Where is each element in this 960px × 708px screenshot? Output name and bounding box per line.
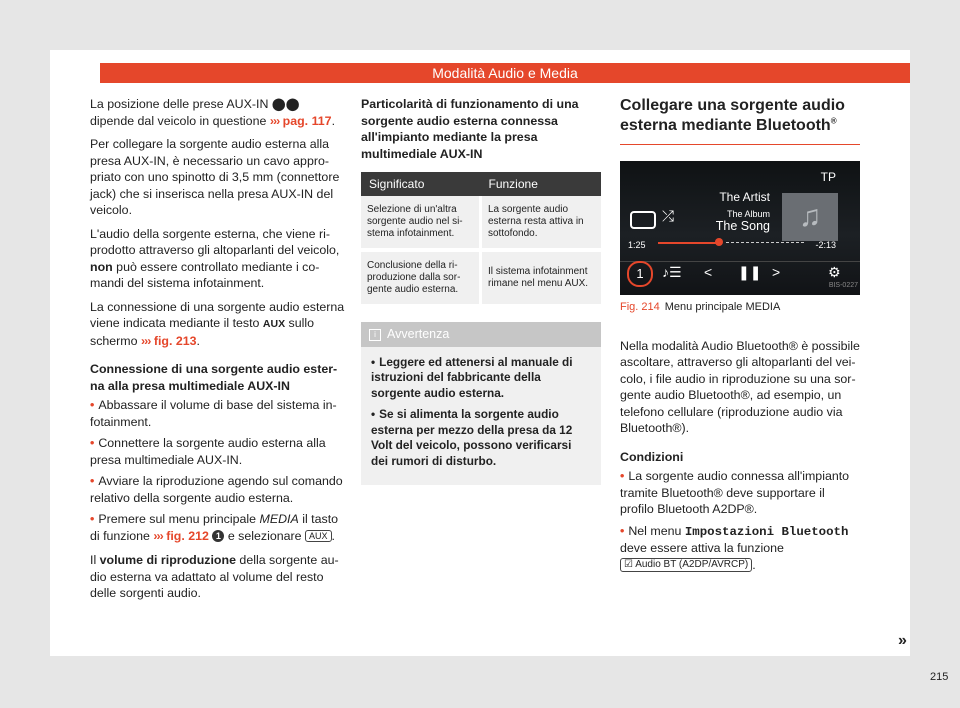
function-table	[361, 172, 601, 308]
subheading-connect: Connessione di una sorgente audio esterna alla presa multimediale AUX-IN	[90, 362, 338, 393]
table-cell: Selezione di un'altra sorgente audio nel sistema infotainment.	[361, 196, 481, 250]
tp-indicator: TP	[820, 170, 836, 184]
artist-label: The Artist	[719, 190, 770, 204]
section-title-bluetooth: Collegare una sorgente audio esterna mediante Bluetooth®	[620, 96, 860, 145]
table-header: Significato	[361, 172, 481, 196]
table-cell: La sorgente audio esterna resta attiva in sottofondo.	[481, 196, 602, 250]
continue-mark: »	[898, 632, 907, 649]
callout-number: 1	[627, 261, 653, 287]
repeat-icon	[630, 211, 656, 229]
bullet-icon: •	[90, 474, 95, 488]
column-right	[620, 96, 860, 578]
figure-link[interactable]: fig. 213	[153, 333, 197, 348]
table-row	[361, 250, 601, 306]
paragraph-volume-control: L'audio della sorgente esterna, che viene riprodotto attraverso gli altoparlanti del veicolo, non può essere controllato mediante i comandi del sistema infotainment.	[90, 226, 340, 290]
settings-icon: ⚙	[828, 264, 841, 280]
table-cell: Il sistema infotainment rimane nel menu AUX.	[481, 250, 602, 306]
media-screen-figure	[620, 161, 860, 295]
warning-box	[361, 322, 601, 485]
ref-arrow: ›››	[269, 113, 280, 128]
column-left	[90, 96, 346, 609]
list-item: • Se si alimenta la sorgente audio esterna per mezzo della presa da 12 Volt del veicolo, possono verificarsi dei rumori di disturbo.	[371, 407, 573, 468]
figure-caption: Fig. 214 Menu principale MEDIA	[620, 301, 781, 313]
previous-icon: <	[704, 264, 713, 280]
bullet-icon: •	[90, 436, 95, 450]
progress-bar-remaining	[726, 242, 804, 243]
bullet-icon: •	[371, 407, 376, 421]
warning-body	[361, 347, 601, 486]
song-label: The Song	[715, 219, 770, 233]
paragraph-playback-volume: Il volume di riproduzione della sorgente audio esterna va adattato al volume del resto delle sorgenti audio.	[90, 553, 339, 600]
function-badge: ☑ Audio BT (A2DP/AVRCP)	[620, 558, 752, 572]
progress-bar-played	[658, 242, 716, 244]
checkbox-icon: ☑	[624, 559, 633, 571]
column-middle	[361, 96, 601, 485]
paragraph-aux-position: La posizione delle prese AUX-IN ⬤⬤ dipende dal veicolo in questione ››› pag. 117.	[90, 97, 336, 128]
time-elapsed: 1:25	[628, 240, 646, 250]
progress-knob	[715, 238, 723, 246]
info-icon: i	[369, 329, 381, 341]
table-cell: Conclusione della riproduzione dalla sorgente audio esterna.	[361, 250, 481, 306]
table-row	[361, 196, 601, 250]
shuffle-icon: ⤮	[662, 208, 675, 225]
subheading-conditions: Condizioni	[620, 449, 684, 464]
paragraph-bluetooth-mode: Nella modalità Audio Bluetooth® è possibile ascoltare, attraverso gli altoparlanti del veicolo, i file audio in riproduzione su una sorgente audio Bluetooth®, ad esempio, un telefono cellulare (riproduzione audio via Bluetooth®).	[620, 338, 860, 435]
section-header: Modalità Audio e Media	[100, 63, 910, 83]
menu-name: Impostazioni Bluetooth	[684, 524, 849, 539]
list-item: • La sorgente audio connessa all'impianto tramite Bluetooth® deve supportare il profilo Bluetooth A2DP®.	[620, 469, 850, 516]
aux-jack-icon: ⬤⬤	[271, 97, 300, 111]
bullet-icon: •	[620, 469, 625, 483]
table-header: Funzione	[481, 172, 602, 196]
bullet-icon: •	[90, 512, 95, 526]
list-item: • Connettere la sorgente audio esterna alla presa multimediale AUX-IN.	[90, 436, 326, 467]
figure-code: BIS-0227	[828, 281, 858, 289]
figure-link[interactable]: fig. 212	[166, 528, 209, 543]
list-item: • Leggere ed attenersi al manuale di istruzioni del fabbricante della sorgente audio esterna.	[371, 354, 573, 400]
page-link[interactable]: pag. 117	[282, 113, 332, 128]
bullet-icon: •	[620, 523, 625, 538]
playlist-icon: ♪☰	[662, 264, 682, 280]
list-item: • Abbassare il volume di base del sistema infotainment.	[90, 398, 337, 429]
album-label: The Album	[726, 209, 770, 219]
warning-header: i Avvertenza	[361, 322, 601, 347]
pause-icon: ❚❚	[738, 264, 762, 280]
section-title-aux: Particolarità di funzionamento di una sorgente audio esterna connessa all'impianto mediante la presa multimediale AUX-IN	[361, 97, 579, 161]
list-item: • Premere sul menu principale MEDIA il tasto di funzione ››› fig. 212 1 e selezionare AUX .	[90, 512, 339, 543]
paragraph-cable: Per collegare la sorgente audio esterna alla presa AUX-IN, è necessario un cavo appropriato con uno spinotto di 3,5 mm (connettore jack) che si inserisca nella presa AUX-IN del veicolo.	[90, 137, 340, 217]
bullet-icon: •	[90, 398, 95, 412]
paragraph-aux-indicator: La connessione di una sorgente audio esterna viene indicata mediante il testo AUX sullo schermo ››› fig. 213.	[90, 299, 345, 348]
manual-page	[50, 50, 949, 683]
time-remaining: -2:13	[815, 240, 836, 250]
bullet-icon: •	[371, 354, 376, 369]
aux-button-label: AUX	[305, 530, 332, 542]
control-bar	[620, 261, 860, 286]
list-item: • Nel menu Impostazioni Bluetooth deve essere attiva la funzione ☑ Audio BT (A2DP/AVRCP) .	[620, 523, 849, 572]
next-icon: >	[772, 264, 781, 280]
callout-number: 1	[212, 530, 224, 542]
page-number: 215	[930, 671, 949, 683]
table-header-row	[361, 172, 601, 196]
list-item: • Avviare la riproduzione agendo sul comando relativo della sorgente audio esterna.	[90, 474, 343, 505]
music-note-icon: ♫	[782, 193, 838, 241]
